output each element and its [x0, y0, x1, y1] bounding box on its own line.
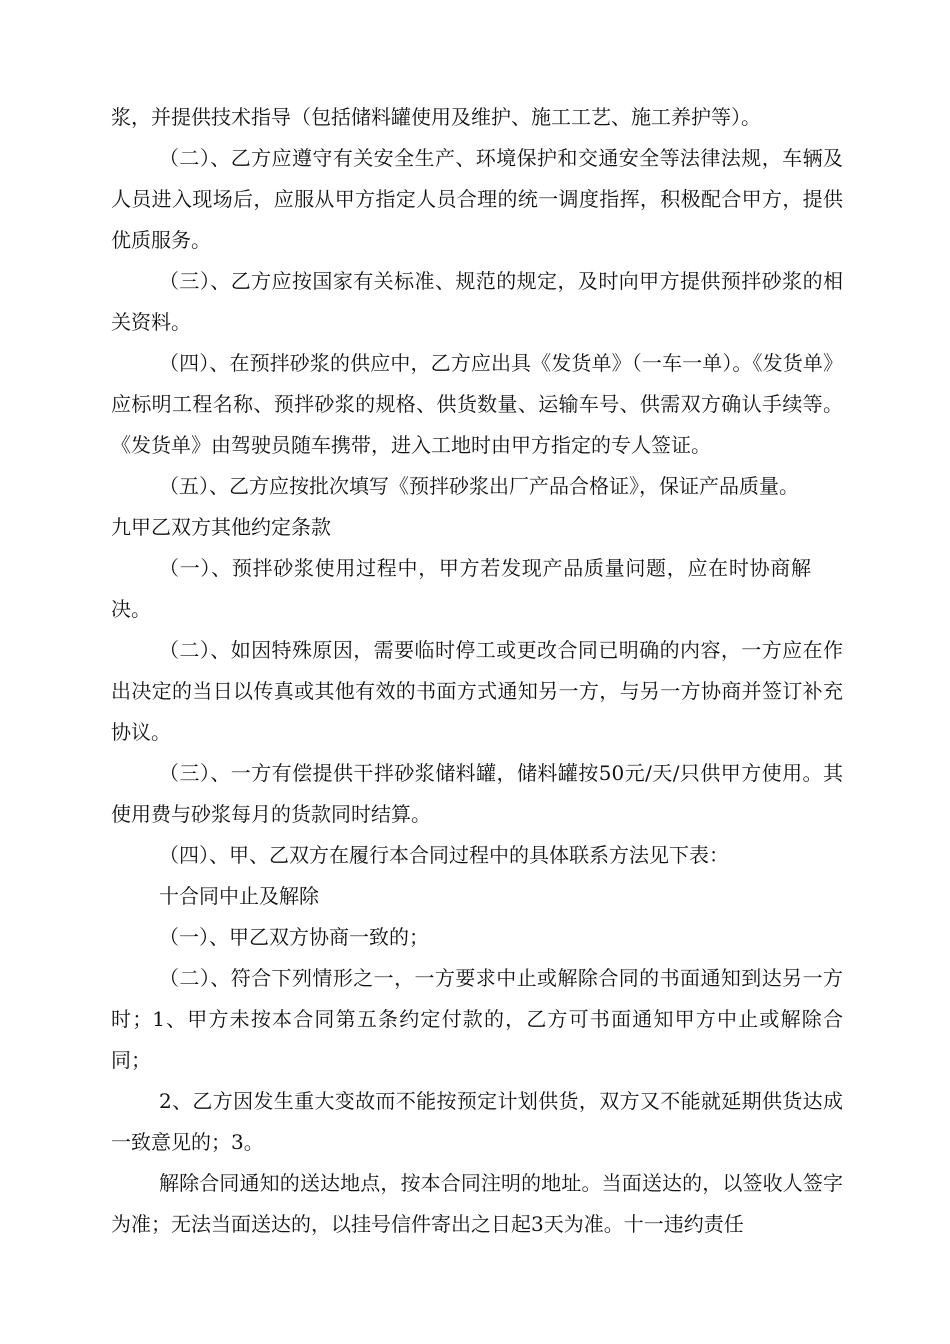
- clause-9-2: （二）、如因特殊原因，需要临时停工或更改合同已明确的内容，一方应在作出决定的当日以传真或其他有效的书面方式通知另一方，与另一方协商并签订补充协议。: [111, 638, 843, 744]
- clause-8-2: （二）、乙方应遵守有关安全生产、环境保护和交通安全等法律法规，车辆及人员进入现场后，应服从甲方指定人员合理的统一调度指挥，积极配合甲方，提供优质服务。: [111, 146, 843, 252]
- clause-9-1: （一）、预拌砂浆使用过程中，甲方若发现产品质量问题，应在时协商解决。: [111, 556, 811, 621]
- paragraph-continuation: 浆，并提供技术指导（包括储料罐使用及维护、施工工艺、施工养护等）。: [111, 105, 761, 129]
- section-heading-10: 十合同中止及解除: [159, 884, 319, 908]
- clause-8-3: （三）、乙方应按国家有关标准、规范的规定，及时向甲方提供预拌砂浆的相关资料。: [111, 269, 843, 334]
- clause-8-5: （五）、乙方应按批次填写《预拌砂浆出厂产品合格证》，保证产品质量。: [159, 474, 799, 498]
- section-heading-9: 九甲乙双方其他约定条款: [111, 515, 331, 539]
- clause-10-2: （二）、符合下列情形之一，一方要求中止或解除合同的书面通知到达另一方时；1、甲方未按本合同第五条约定付款的，乙方可书面通知甲方中止或解除合同；: [111, 966, 843, 1072]
- clause-9-3: （三）、一方有偿提供干拌砂浆储料罐，储料罐按50元/天/只供甲方使用。其使用费与砂浆每月的货款同时结算。: [111, 761, 843, 826]
- termination-notice-paragraph: 解除合同通知的送达地点，按本合同注明的地址。当面送达的，以签收人签字为准；无法当面送达的，以挂号信件寄出之日起3天为准。十一违约责任: [111, 1171, 843, 1236]
- clause-8-4: （四）、在预拌砂浆的供应中，乙方应出具《发货单》（一车一单）。《发货单》应标明工程名称、预拌砂浆的规格、供货数量、运输车号、供需双方确认手续等。《发货单》由驾驶员随车携带，进入工地时由甲方指定的专人签证。: [111, 351, 843, 457]
- clause-9-4: （四）、甲、乙双方在履行本合同过程中的具体联系方法见下表：: [159, 843, 729, 867]
- clause-10-2-item-2: 2、乙方因发生重大变故而不能按预定计划供货，双方又不能就延期供货达成一致意见的；3。: [111, 1089, 843, 1154]
- clause-10-1: （一）、甲乙双方协商一致的；: [159, 925, 429, 949]
